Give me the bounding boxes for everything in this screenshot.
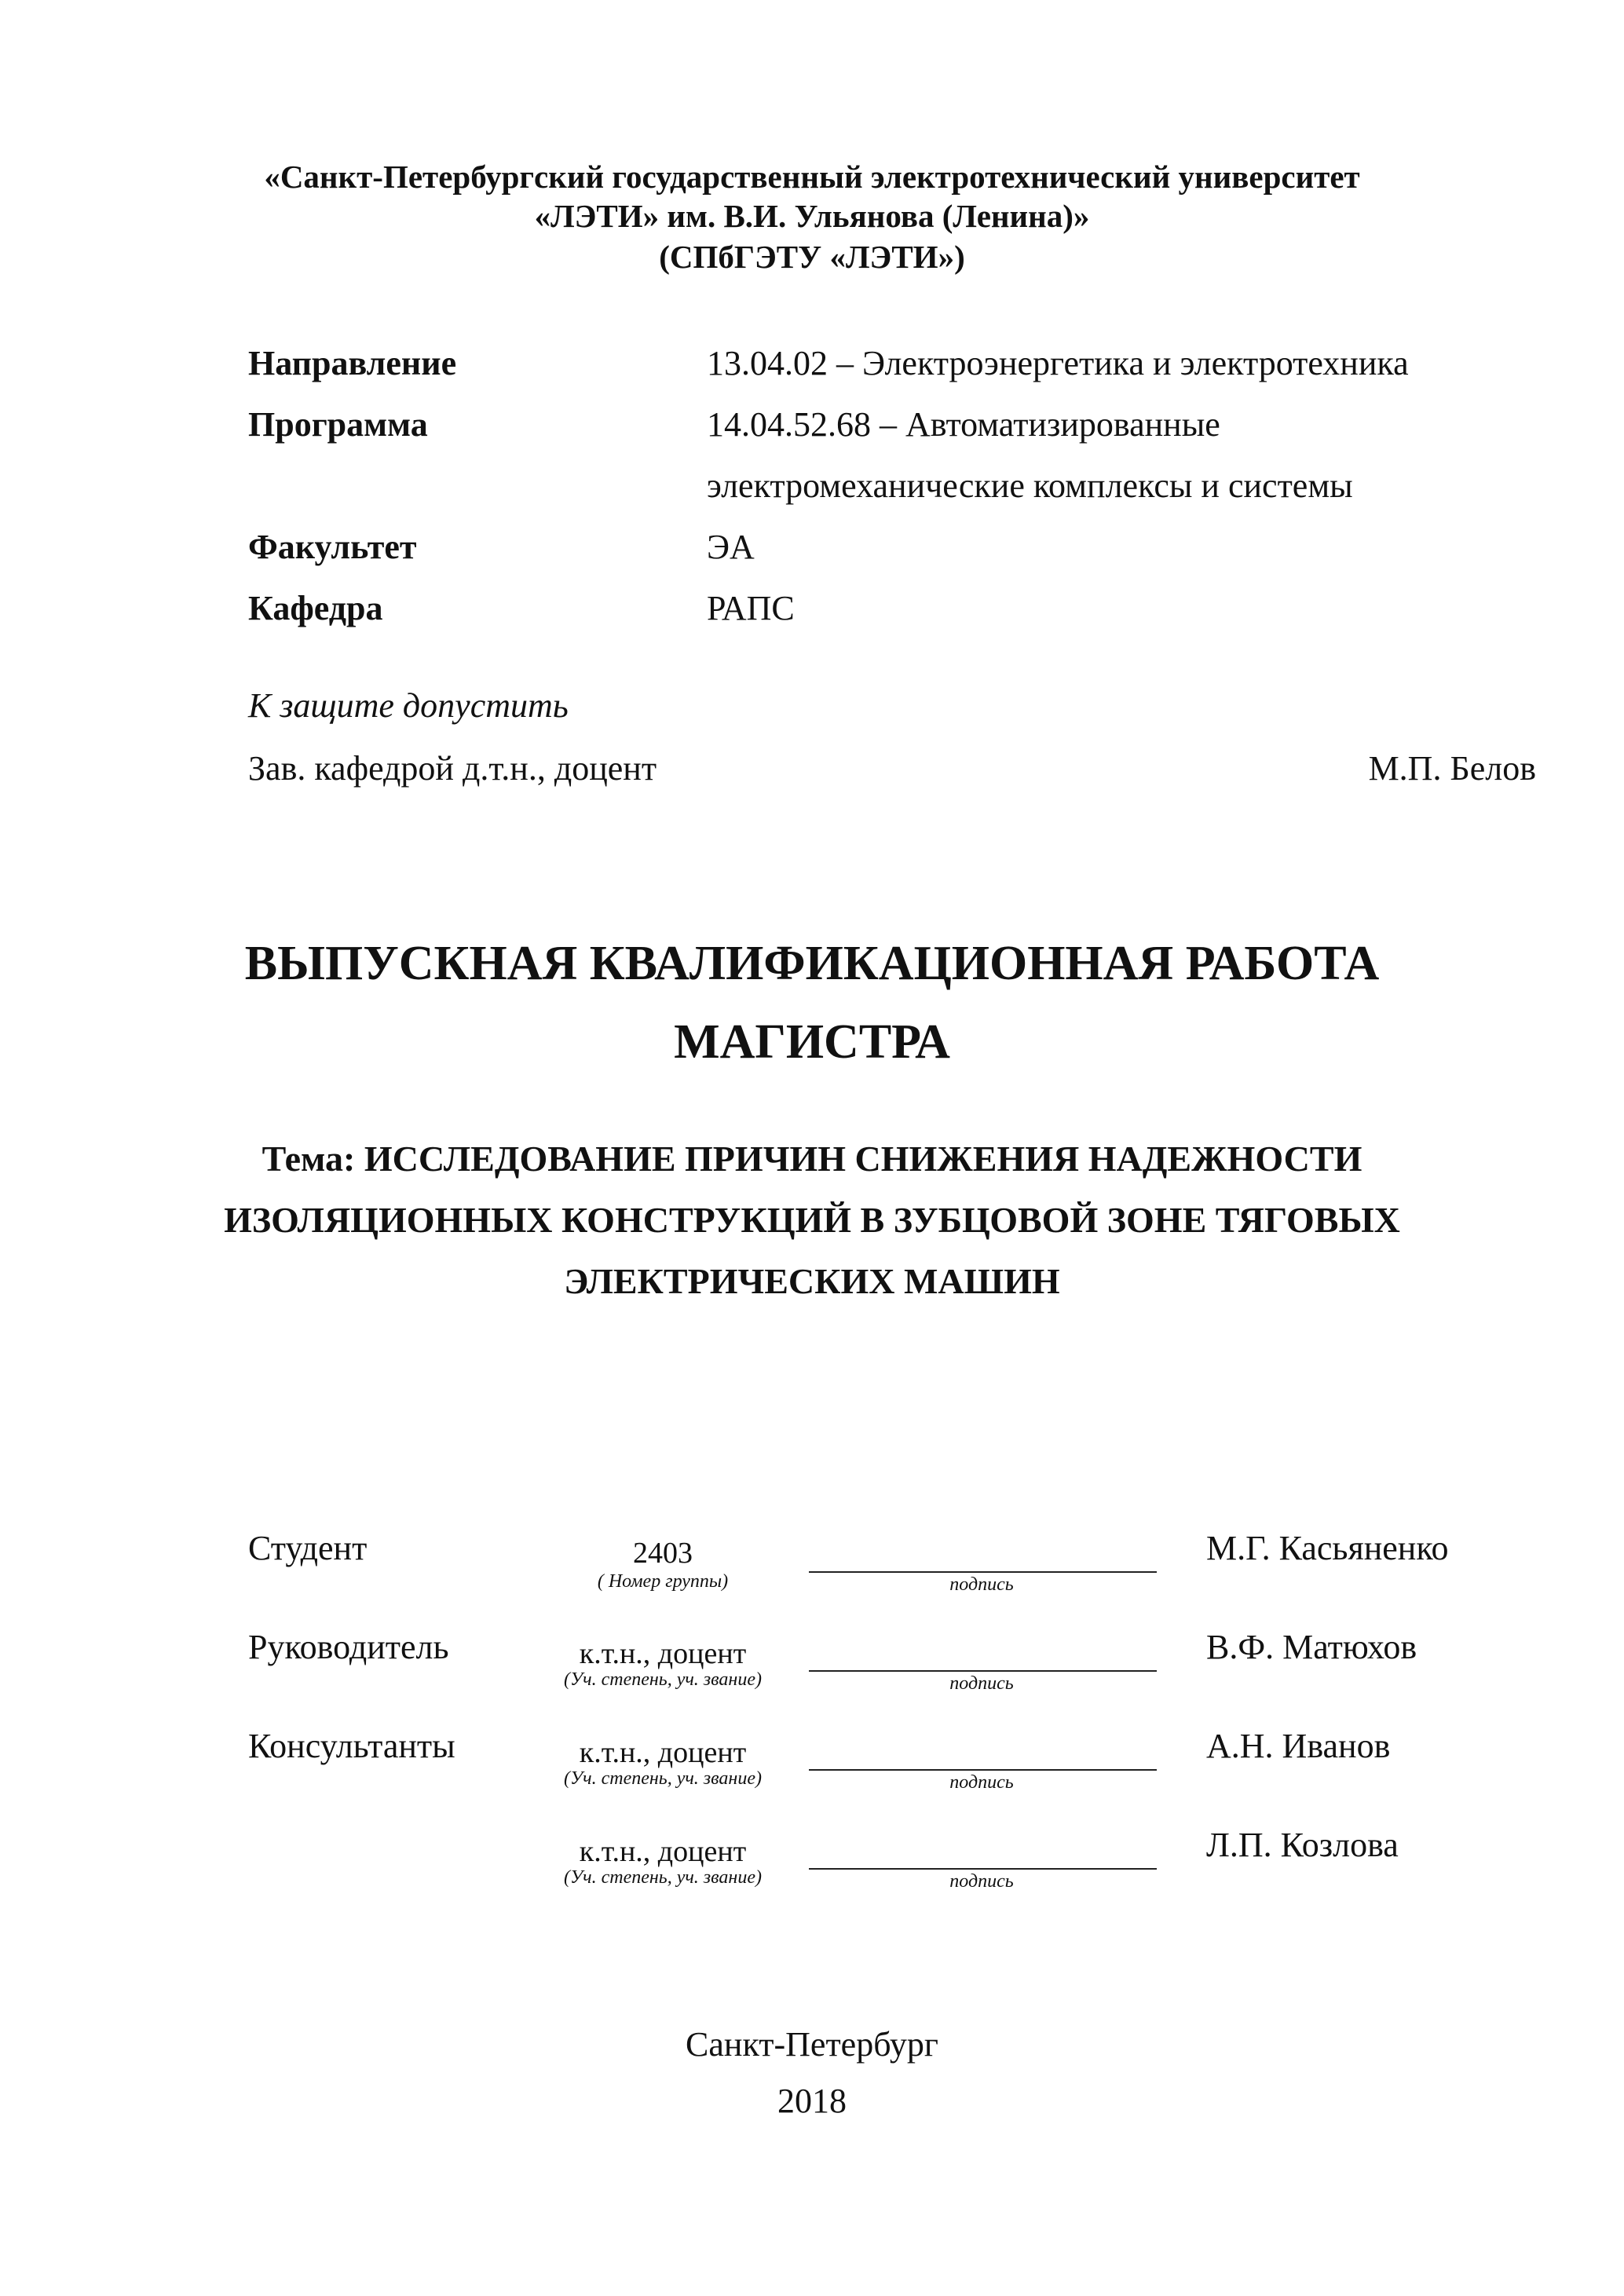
- consultant1-signature-caption: подпись: [949, 1772, 1014, 1793]
- thesis-title-line2: МАГИСТРА: [674, 1015, 950, 1069]
- consultant1-degree-caption: (Уч. степень, уч. звание): [564, 1768, 762, 1789]
- direction-value: 13.04.02 – Электроэнергетика и электротехника: [707, 344, 1409, 382]
- supervisor-degree-caption: (Уч. степень, уч. звание): [564, 1669, 762, 1690]
- department-head-title: Зав. кафедрой д.т.н., доцент: [248, 749, 657, 788]
- admission-text: К защите допустить: [248, 686, 569, 725]
- topic-line2: ИЗОЛЯЦИОННЫХ КОНСТРУКЦИЙ В ЗУБЦОВОЙ ЗОНЕ ТЯГОВЫХ: [224, 1200, 1400, 1240]
- consultant1-signature-line: [809, 1769, 1157, 1771]
- consultants-role: Консультанты: [248, 1727, 455, 1765]
- program-label: Программа: [248, 405, 428, 444]
- consultant2-name: Л.П. Козлова: [1206, 1826, 1399, 1864]
- footer-city: Санкт-Петербург: [686, 2025, 938, 2064]
- consultant2-degree-caption: (Уч. степень, уч. звание): [564, 1867, 762, 1888]
- student-group: 2403: [633, 1537, 693, 1570]
- supervisor-degree: к.т.н., доцент: [579, 1637, 747, 1670]
- consultant2-degree: к.т.н., доцент: [579, 1835, 747, 1868]
- supervisor-signature-line: [809, 1670, 1157, 1672]
- student-name: М.Г. Касьяненко: [1206, 1529, 1449, 1567]
- student-group-caption: ( Номер группы): [597, 1571, 729, 1592]
- program-value: 14.04.52.68 – Автоматизированные: [707, 405, 1220, 444]
- student-role: Студент: [248, 1529, 368, 1567]
- supervisor-signature-caption: подпись: [949, 1673, 1014, 1694]
- faculty-label: Факультет: [248, 528, 417, 566]
- university-name-line2: «ЛЭТИ» им. В.И. Ульянова (Ленина)»: [534, 198, 1090, 234]
- department-head-name: М.П. Белов: [1368, 749, 1536, 788]
- faculty-value: ЭА: [707, 528, 755, 566]
- program-value-continued: электромеханические комплексы и системы: [707, 466, 1353, 505]
- supervisor-name: В.Ф. Матюхов: [1206, 1628, 1417, 1666]
- department-value: РАПС: [707, 589, 795, 627]
- student-signature-caption: подпись: [949, 1574, 1014, 1595]
- university-abbreviation: (СПбГЭТУ «ЛЭТИ»): [659, 239, 965, 275]
- supervisor-role: Руководитель: [248, 1628, 449, 1666]
- department-head-line: [248, 748, 1536, 788]
- consultant1-degree: к.т.н., доцент: [579, 1736, 747, 1769]
- student-signature-line: [809, 1571, 1157, 1573]
- thesis-title-line1: ВЫПУСКНАЯ КВАЛИФИКАЦИОННАЯ РАБОТА: [244, 937, 1380, 990]
- consultant1-name: А.Н. Иванов: [1206, 1727, 1391, 1765]
- topic-line1: Тема: ИССЛЕДОВАНИЕ ПРИЧИН СНИЖЕНИЯ НАДЕЖНОСТИ: [262, 1139, 1362, 1179]
- consultant2-signature-caption: подпись: [949, 1871, 1014, 1892]
- department-label: Кафедра: [248, 589, 383, 627]
- direction-label: Направление: [248, 344, 457, 382]
- topic-line3: ЭЛЕКТРИЧЕСКИХ МАШИН: [564, 1261, 1060, 1301]
- university-name-line1: «Санкт-Петербургский государственный электротехнический университет: [264, 159, 1360, 195]
- footer-year: 2018: [777, 2082, 847, 2120]
- consultant2-signature-line: [809, 1868, 1157, 1870]
